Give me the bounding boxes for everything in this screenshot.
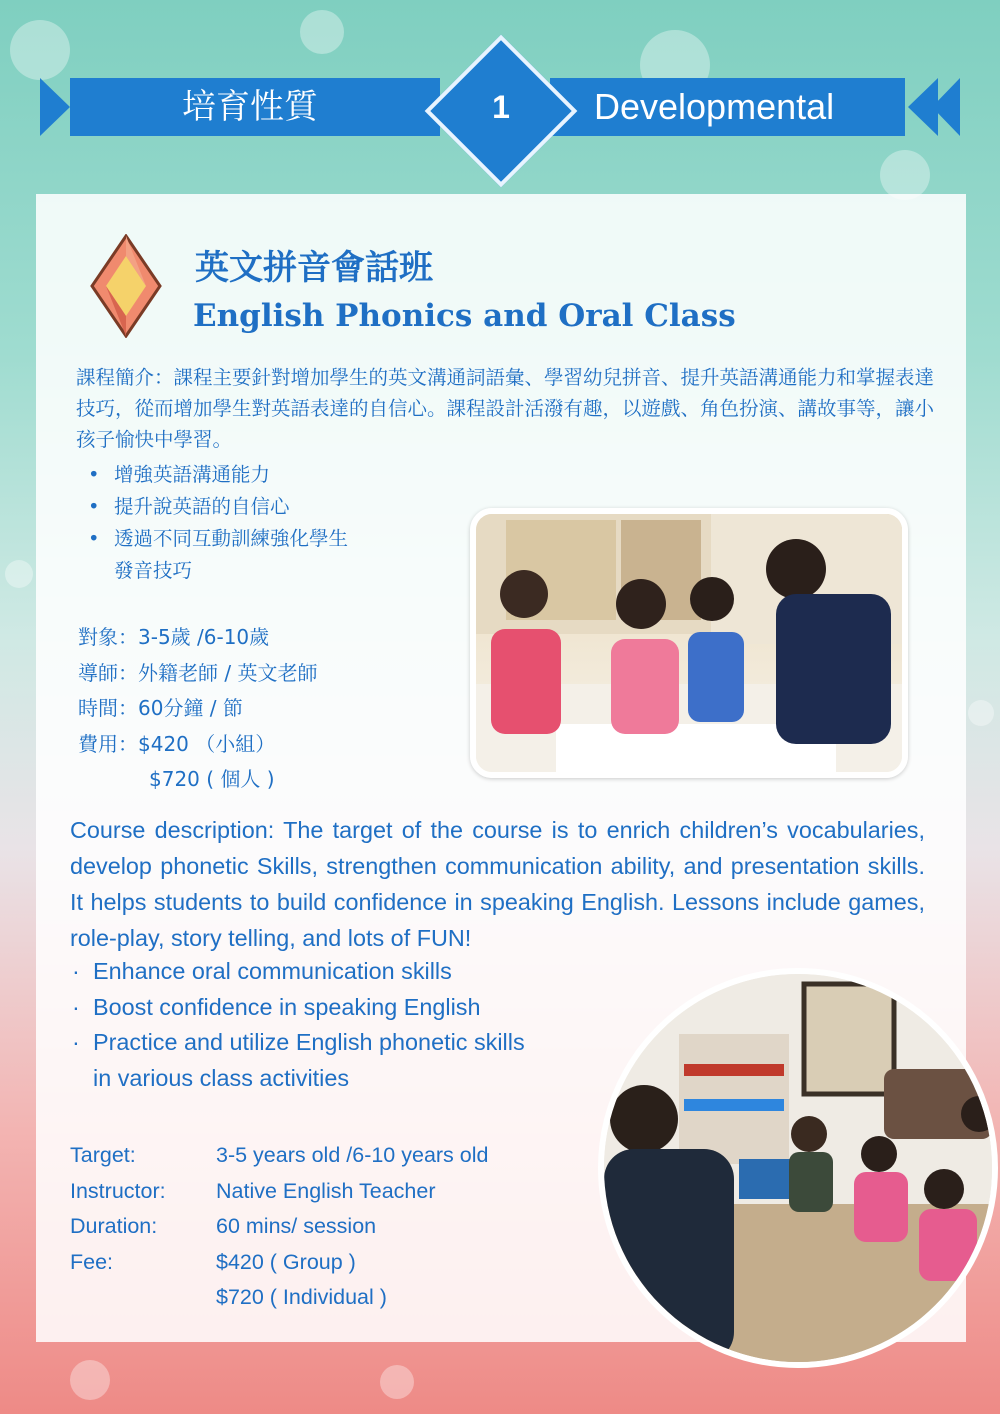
banner-left-title: 培育性質 xyxy=(182,87,318,127)
list-item-text: Enhance oral communication skills xyxy=(93,958,452,984)
bullet-icon: • xyxy=(88,463,100,486)
bullet-list-en xyxy=(70,954,613,1096)
storytelling-photo-illustration xyxy=(604,974,992,1362)
bullet-icon: • xyxy=(88,495,100,518)
course-title-zh: 英文拼音會話班 xyxy=(195,248,433,288)
bullet-icon: · xyxy=(72,993,80,1020)
course-title-en: English Phonics and Oral Class xyxy=(193,298,736,334)
info-label: Target: xyxy=(70,1143,136,1167)
info-label: Instructor: xyxy=(70,1178,166,1203)
info-fee-individual: $720 ( 個人 ) xyxy=(149,767,275,791)
gem-icon xyxy=(90,234,162,338)
bullet-icon: • xyxy=(88,527,100,550)
info-value: 3-5 years old /6-10 years old xyxy=(216,1143,489,1167)
bullet-icon: · xyxy=(72,958,80,984)
info-fee-group: 費用：$420 （小組） xyxy=(78,731,276,756)
list-item-text: in various class activities xyxy=(93,1064,350,1091)
info-label: Fee: xyxy=(70,1249,114,1274)
chevron-left-icon xyxy=(932,78,960,136)
info-duration: 時間：60分鐘 / 節 xyxy=(78,696,243,720)
info-label: Duration: xyxy=(70,1214,158,1238)
list-item-text: Boost confidence in speaking English xyxy=(93,993,481,1020)
list-item xyxy=(70,954,613,990)
list-item-text: 發音技巧 xyxy=(114,559,193,582)
info-instructor: 導師：外籍老師 / 英文老師 xyxy=(78,660,318,685)
course-intro-zh: 課程簡介：課程主要針對增加學生的英文溝通詞語彙、學習幼兒拼音、提升英語溝通能力和掌握表達技巧，從而增加學生對英語表達的自信心。課程設計活潑有趣，以遊戲、角色扮演、講故事等，讓小孩子愉快中學習。 xyxy=(76,366,935,451)
bokeh-decoration xyxy=(10,20,70,80)
list-item xyxy=(84,555,348,587)
bokeh-decoration xyxy=(300,10,344,54)
banner-left xyxy=(70,78,440,136)
banner-right-title: Developmental xyxy=(594,86,835,127)
info-value: $420 ( Group ) xyxy=(216,1249,356,1274)
list-item-text: 增強英語溝通能力 xyxy=(114,463,271,486)
bokeh-decoration xyxy=(70,1360,110,1400)
info-value: 60 mins/ session xyxy=(216,1214,377,1238)
classroom-photo-illustration xyxy=(476,514,902,772)
list-item xyxy=(84,491,348,523)
bokeh-decoration xyxy=(880,150,930,200)
list-item xyxy=(70,990,613,1026)
course-info-zh xyxy=(78,620,317,798)
bullet-icon: · xyxy=(72,1029,80,1055)
info-value: Native English Teacher xyxy=(216,1178,436,1203)
course-description-en: Course description: The target of the course is to enrich children’s vocabularies, develop phonetic Skills, strengthen communication ability, and presentation skills. It helps students to build confidence in speaking English. Lessons include games, role-play, story telling, and lots of FUN! xyxy=(70,817,925,951)
list-item-text: Practice and utilize English phonetic skills xyxy=(93,1029,525,1055)
banner-right xyxy=(550,78,905,136)
section-number: 1 xyxy=(492,89,510,125)
bokeh-decoration xyxy=(5,560,33,588)
bullet-list-zh xyxy=(84,459,348,587)
storytelling-photo xyxy=(598,968,998,1368)
list-item xyxy=(84,459,348,491)
classroom-photo xyxy=(470,508,908,778)
list-item xyxy=(84,523,348,555)
list-item-text: 提升說英語的自信心 xyxy=(114,495,290,518)
bokeh-decoration xyxy=(380,1365,414,1399)
bokeh-decoration xyxy=(968,700,994,726)
chevron-right-icon xyxy=(40,78,70,136)
list-item-text: 透過不同互動訓練強化學生 xyxy=(114,527,349,550)
info-target: 對象：3-5歲 /6-10歲 xyxy=(78,625,270,649)
list-item xyxy=(70,1061,613,1097)
info-value: $720 ( Individual ) xyxy=(216,1285,387,1309)
list-item xyxy=(70,1025,613,1061)
